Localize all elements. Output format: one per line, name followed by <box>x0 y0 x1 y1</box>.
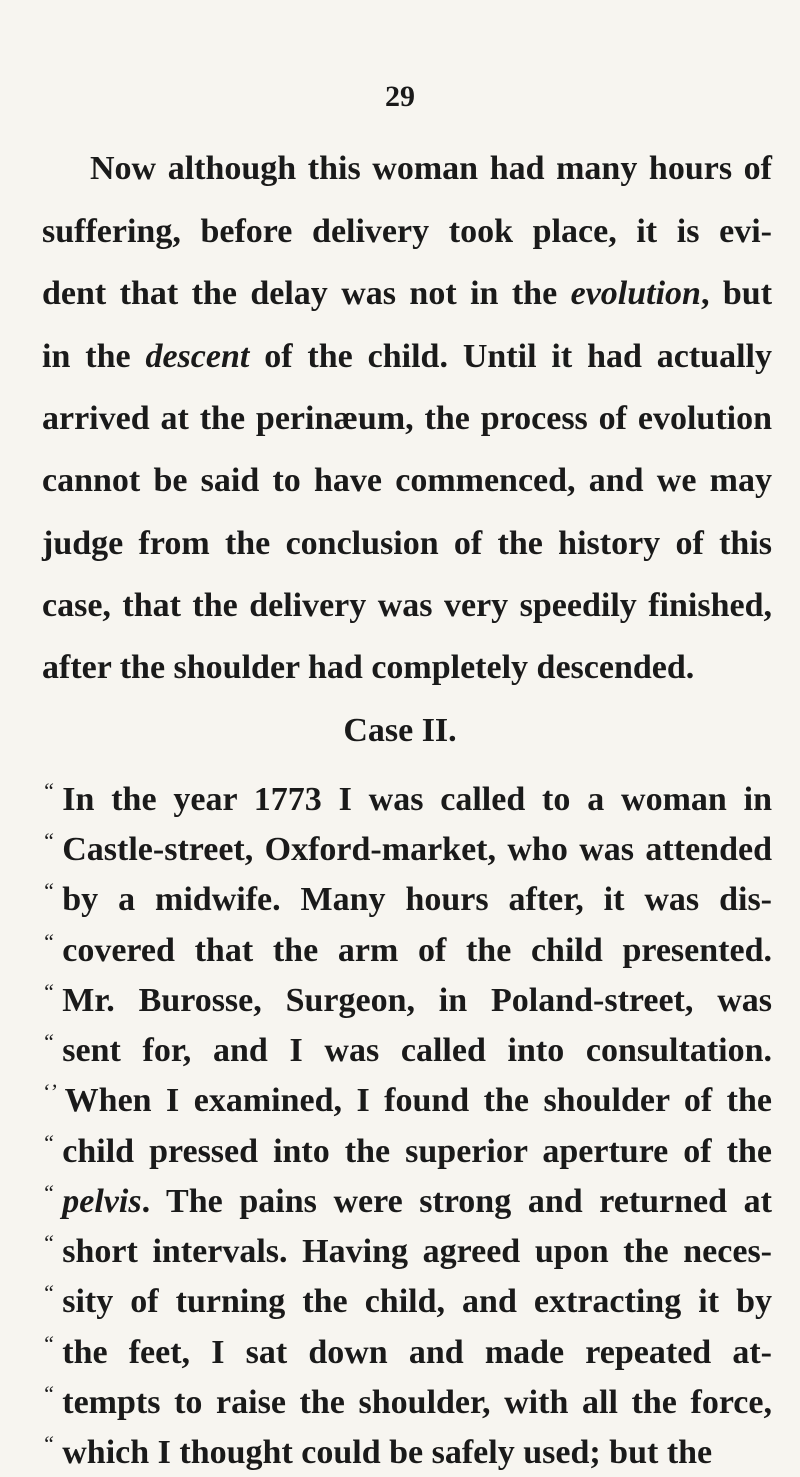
text-line <box>42 1269 772 1320</box>
text-line: case, that the delivery was very speedily finished, <box>42 587 772 624</box>
text-line: cannot be said to have commenced, and we may <box>42 462 772 499</box>
text-line: judge from the conclusion of the history of this <box>42 525 772 562</box>
text-run: the feet, I sat down and made repeated at- <box>62 1334 772 1371</box>
text-run: sent for, and I was called into consultation. <box>62 1032 772 1069</box>
text-line <box>42 1370 772 1421</box>
text-run: which I thought could be safely used; but the <box>62 1434 713 1471</box>
text-line <box>42 268 772 320</box>
text-line: arrived at the perinæum, the process of evolution <box>42 400 772 437</box>
quote-mark: “ <box>42 1431 55 1456</box>
text-run: . The pains were strong and returned at <box>141 1183 772 1220</box>
text-line <box>42 1219 772 1270</box>
text-line <box>42 968 772 1019</box>
text-line <box>42 1420 772 1471</box>
text-line <box>42 1119 772 1170</box>
italic-word-evolution: evolution <box>570 275 701 312</box>
italic-word-descent: descent <box>145 338 250 375</box>
text-line <box>42 1320 772 1371</box>
text-run: tempts to raise the shoulder, with all the force, <box>62 1384 772 1421</box>
quote-mark: “ <box>42 1381 55 1406</box>
quote-mark: “ <box>42 979 55 1004</box>
quote-mark: “ <box>42 1230 55 1255</box>
quote-mark: ‘’ <box>42 1079 57 1104</box>
text-run: sity of turning the child, and extracting it by <box>62 1283 772 1320</box>
quote-mark: “ <box>42 1130 55 1155</box>
quote-mark: “ <box>42 929 55 954</box>
text-line <box>42 767 772 818</box>
italic-word-pelvis: pelvis <box>62 1183 142 1220</box>
text-run: of the child. Until it had actually <box>249 338 772 375</box>
text-run: When I examined, I found the shoulder of the <box>64 1082 772 1119</box>
quote-mark: “ <box>42 778 55 803</box>
text-line: Now although this woman had many hours of <box>90 150 772 187</box>
quote-mark: “ <box>42 1331 55 1356</box>
quote-mark: “ <box>42 1180 55 1205</box>
text-run: short intervals. Having agreed upon the neces- <box>62 1233 772 1270</box>
text-run: by a midwife. Many hours after, it was dis- <box>62 881 772 918</box>
text-run: In the year 1773 I was called to a woman in <box>62 781 772 818</box>
text-run: , but <box>700 275 773 312</box>
quote-mark: “ <box>42 828 55 853</box>
text-line <box>42 1018 772 1069</box>
page-number: 29 <box>385 80 415 113</box>
text-line: suffering, before delivery took place, it is evi- <box>42 213 772 250</box>
text-line <box>42 867 772 918</box>
text-run: Mr. Burosse, Surgeon, in Poland-street, was <box>62 982 772 1019</box>
case-heading: Case II. <box>343 712 457 749</box>
text-line: after the shoulder had completely descended. <box>42 649 695 686</box>
text-run: child pressed into the superior aperture of the <box>62 1133 772 1170</box>
text-run: dent that the delay was not in the <box>42 275 571 312</box>
text-line <box>42 817 772 868</box>
quote-mark: “ <box>42 1029 55 1054</box>
text-line <box>42 1068 772 1119</box>
text-line <box>42 331 772 383</box>
text-line <box>42 918 772 969</box>
text-run: covered that the arm of the child presented. <box>62 932 772 969</box>
text-run: in the <box>42 338 146 375</box>
quote-mark: “ <box>42 878 55 903</box>
text-run: Castle-street, Oxford-market, who was attended <box>62 831 772 868</box>
text-line <box>42 1169 772 1220</box>
quote-mark: “ <box>42 1280 55 1305</box>
